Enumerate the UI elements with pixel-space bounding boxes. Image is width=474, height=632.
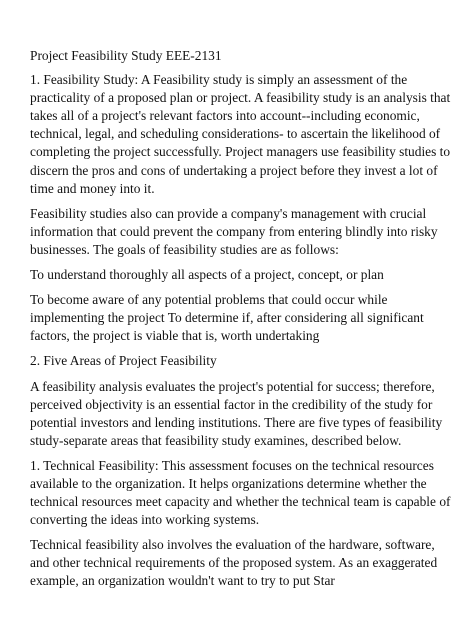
paragraph-feasibility-analysis: A feasibility analysis evaluates the project's potential for success; therefore, perceived objectivity is an essential factor in the credibility of the study for potential investors and lending institutions. There are five types of feasibility study-separate areas that feasibility study examines, described below. xyxy=(30,378,443,448)
paragraph-management-information: Feasibility studies also can provide a company's management with crucial information that could prevent the company from entering blindly into risky businesses. The goals of feasibility studies are as follows: xyxy=(30,205,438,257)
paragraph-technical-feasibility: 1. Technical Feasibility: This assessment focuses on the technical resources available to the organization. It helps organizations determine whether the technical resources meet capacity and whether the technical team is capable of converting the ideas into working systems. xyxy=(30,457,451,528)
document-title: Project Feasibility Study EEE-2131 xyxy=(30,48,222,63)
paragraph-goal-problems: To become aware of any potential problems that could occur while implementing the project To determine if, after considering all significant factors, the project is viable that is, worth undertaking xyxy=(30,292,424,344)
document-body xyxy=(30,47,455,598)
paragraph-feasibility-study-definition: 1. Feasibility Study: A Feasibility study is simply an assessment of the practicality of a proposed plan or project. A feasibility study is an analysis that takes all of a project's relevant factors into account--including economic, technical, legal, and scheduling considerations- to ascertain the likelihood of completing the project successfully. Project managers use feasibility studies to discern the pros and cons of undertaking a project before they invest a lot of time and money into it. xyxy=(30,72,451,196)
paragraph-goal-understand: To understand thoroughly all aspects of a project, concept, or plan xyxy=(30,267,384,283)
section-heading-five-areas: 2. Five Areas of Project Feasibility xyxy=(30,353,217,369)
paragraph-technical-evaluation: Technical feasibility also involves the evaluation of the hardware, software, and other technical requirements of the proposed system. As an exaggerated example, an organization wouldn't want to try to put Star xyxy=(30,537,438,589)
